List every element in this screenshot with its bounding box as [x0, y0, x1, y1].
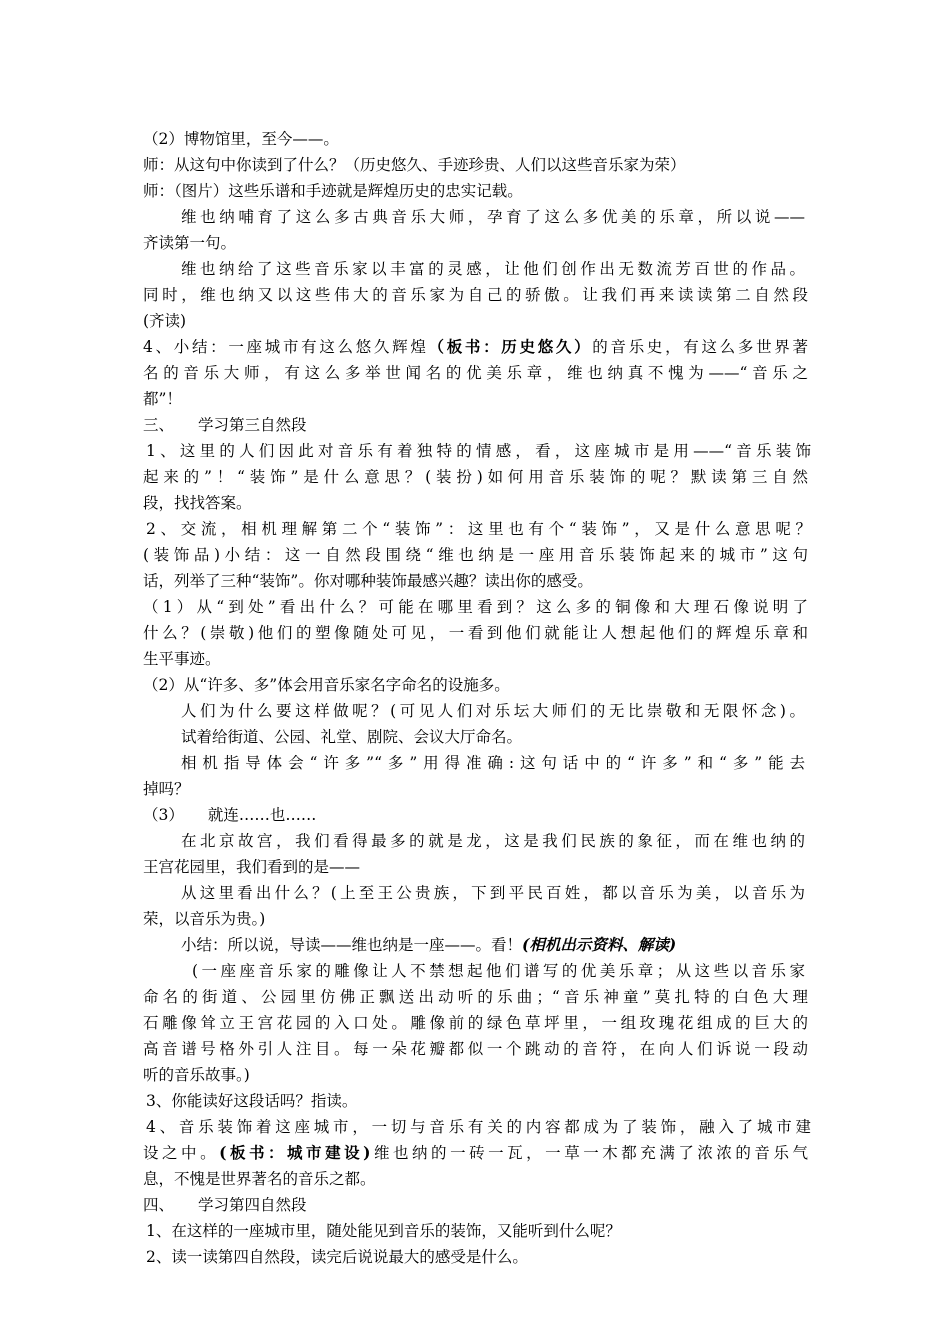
text-line: 王宫花园里，我们看到的是—— [143, 858, 361, 876]
text-line: 起来的”！“装饰”是什么意思？(装扮)如何用音乐装饰的呢？默读第三自然 [143, 468, 808, 486]
text-line: 荣，以音乐为贵。) [143, 910, 266, 928]
text-line: 石雕像耸立王宫花园的入口处。雕像前的绿色草坪里，一组玫瑰花组成的巨大的 [143, 1014, 808, 1032]
text-line: 从这里看出什么？(上至王公贵族，下到平民百姓，都以音乐为美，以音乐为 [181, 884, 805, 902]
text-line: 听的音乐故事。) [143, 1066, 250, 1084]
text-line: 维也纳哺育了这么多古典音乐大师，孕育了这么多优美的乐章，所以说—— [181, 208, 805, 226]
text-line: 都”！ [143, 390, 182, 408]
text-line: 小结：所以说，导读——维也纳是一座——。看！(相机出示资料、解读) [181, 935, 677, 954]
text-line: 同时，维也纳又以这些伟大的音乐家为自己的骄傲。让我们再来读读第二自然段 [143, 286, 808, 304]
text-line: (装饰品)小结：这一自然段围绕“维也纳是一座用音乐装饰起来的城市”这句 [143, 546, 808, 564]
text-line: 师：从这句中你读到了什么？（历史悠久、手迹珍贵、人们以这些音乐家为荣） [143, 156, 686, 174]
text-line: 1、在这样的一座城市里，随处能见到音乐的装饰，又能听到什么呢？ [146, 1222, 621, 1240]
text-line: 维也纳给了这些音乐家以丰富的灵感，让他们创作出无数流芳百世的作品。 [181, 260, 805, 278]
text-line: (一座座音乐家的雕像让人不禁想起他们谱写的优美乐章；从这些以音乐家 [192, 962, 805, 980]
text-line: （3） 就连……也…… [143, 806, 317, 824]
text-line: （2）从“许多、多”体会用音乐家名字命名的设施多。 [143, 676, 510, 694]
text-line: （2）博物馆里，至今——。 [143, 130, 339, 148]
text-line: 2、交流，相机理解第二个“装饰”：这里也有个“装饰”，又是什么意思呢？ [146, 520, 811, 538]
text-line: 1、这里的人们因此对音乐有着独特的情感，看，这座城市是用——“音乐装饰 [146, 442, 811, 460]
display-note: (相机出示资料、解读) [522, 935, 677, 954]
text-line: (齐读) [143, 312, 187, 330]
text-line: 话，列举了三种“装饰”。你对哪种装饰最感兴趣？读出你的感受。 [143, 572, 593, 590]
text-line: 4、小结：一座城市有这么悠久辉煌（板书：历史悠久）的音乐史，有这么多世界著 [143, 337, 808, 356]
text-line: 师：（图片）这些乐谱和手迹就是辉煌历史的忠实记载。 [143, 182, 523, 200]
blackboard-note: (板书：城市建设) [219, 1143, 371, 1162]
text-line: 息，不愧是世界著名的音乐之都。 [143, 1170, 376, 1188]
text-line: 试着给街道、公园、礼堂、剧院、会议大厅命名。 [181, 728, 523, 746]
blackboard-note: （板书：历史悠久） [428, 337, 593, 356]
document-body [0, 126, 950, 1270]
text-line: 生平事迹。 [143, 650, 221, 668]
text-line: 2、读一读第四自然段，读完后说说最大的感受是什么。 [146, 1248, 528, 1266]
section-heading: 四、 学习第四自然段 [143, 1196, 307, 1214]
text-line: 相机指导体会“许多”“多”用得准确:这句话中的“许多”和“多”能去 [181, 754, 805, 772]
text-line: 命名的街道、公园里仿佛正飘送出动听的乐曲；“音乐神童”莫扎特的白色大理 [143, 988, 808, 1006]
text-line: 设之中。(板书：城市建设)维也纳的一砖一瓦，一草一木都充满了浓浓的音乐气 [143, 1143, 808, 1162]
text-line: 什么？(崇敬)他们的塑像随处可见，一看到他们就能让人想起他们的辉煌乐章和 [143, 624, 808, 642]
text-line: 在北京故宫，我们看得最多的就是龙，这是我们民族的象征，而在维也纳的 [181, 832, 805, 850]
text-line: 4、音乐装饰着这座城市，一切与音乐有关的内容都成为了装饰，融入了城市建 [146, 1118, 811, 1136]
text-line: 名的音乐大师，有这么多举世闻名的优美乐章，维也纳真不愧为——“音乐之 [143, 364, 808, 382]
text-line: 高音谱号格外引人注目。每一朵花瓣都似一个跳动的音符，在向人们诉说一段动 [143, 1040, 808, 1058]
text-line: 掉吗？ [143, 780, 190, 798]
section-heading: 三、 学习第三自然段 [143, 416, 307, 434]
text-line: 齐读第一句。 [143, 234, 237, 252]
text-line: 3、你能读好这段话吗？指读。 [146, 1092, 358, 1110]
text-line: （1）从“到处”看出什么？可能在哪里看到？这么多的铜像和大理石像说明了 [143, 598, 808, 616]
text-line: 段，找找答案。 [143, 494, 252, 512]
text-line: 人们为什么要这样做呢？(可见人们对乐坛大师们的无比崇敬和无限怀念)。 [181, 702, 805, 720]
